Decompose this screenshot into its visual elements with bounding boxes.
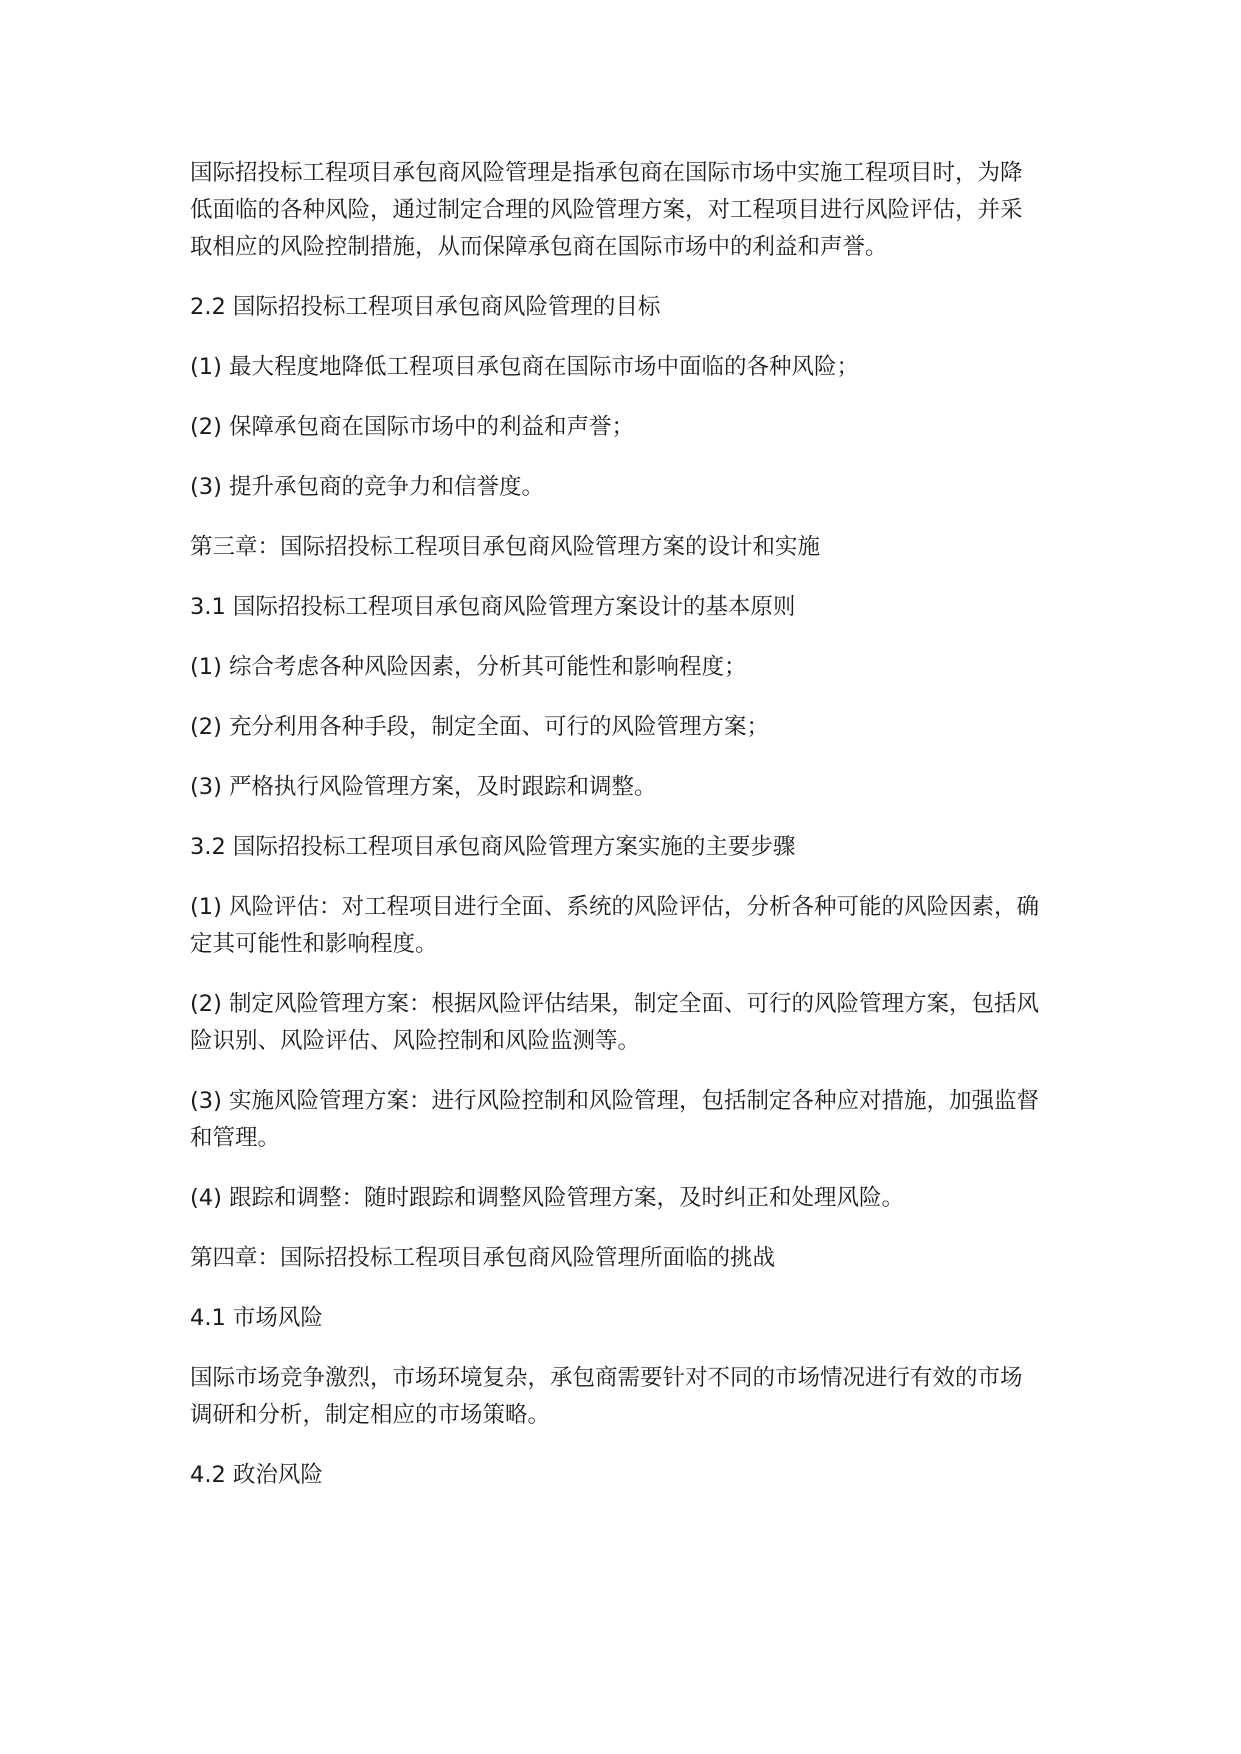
chapter-heading	[190, 1240, 1070, 1277]
text-line: (3) 提升承包商的竞争力和信誉度。	[190, 474, 545, 500]
list-item	[190, 409, 1070, 446]
document-body	[190, 155, 1070, 1517]
text-line: (1) 最大程度地降低工程项目承包商在国际市场中面临的各种风险；	[190, 354, 860, 380]
text-line: 国际招投标工程项目承包商风险管理是指承包商在国际市场中实施工程项目时，为降	[190, 160, 1023, 186]
text-line: 定其可能性和影响程度。	[190, 931, 438, 957]
text-line: 2.2 国际招投标工程项目承包商风险管理的目标	[190, 294, 661, 320]
list-item	[190, 469, 1070, 506]
section-heading	[190, 289, 1070, 326]
text-line: (2) 制定风险管理方案：根据风险评估结果，制定全面、可行的风险管理方案，包括风	[190, 991, 1040, 1017]
text-line: 险识别、风险评估、风险控制和风险监测等。	[190, 1028, 641, 1054]
list-item	[190, 709, 1070, 746]
section-heading	[190, 589, 1070, 626]
text-line: (3) 严格执行风险管理方案，及时跟踪和调整。	[190, 774, 657, 800]
text-line: (2) 保障承包商在国际市场中的利益和声誉；	[190, 414, 635, 440]
list-item	[190, 649, 1070, 686]
chapter-heading	[190, 529, 1070, 566]
text-line: 第三章：国际招投标工程项目承包商风险管理方案的设计和实施	[190, 534, 821, 560]
text-line: (2) 充分利用各种手段，制定全面、可行的风险管理方案；	[190, 714, 770, 740]
list-item	[190, 1083, 1070, 1157]
section-heading	[190, 829, 1070, 866]
list-item	[190, 349, 1070, 386]
list-item	[190, 986, 1070, 1060]
text-line: 3.1 国际招投标工程项目承包商风险管理方案设计的基本原则	[190, 594, 796, 620]
text-line: 低面临的各种风险，通过制定合理的风险管理方案，对工程项目进行风险评估，并采	[190, 197, 1023, 223]
text-line: 取相应的风险控制措施，从而保障承包商在国际市场中的利益和声誉。	[190, 234, 888, 260]
text-line: 3.2 国际招投标工程项目承包商风险管理方案实施的主要步骤	[190, 834, 796, 860]
list-item	[190, 769, 1070, 806]
text-line: 第四章：国际招投标工程项目承包商风险管理所面临的挑战	[190, 1245, 776, 1271]
text-line: 国际市场竞争激烈，市场环境复杂，承包商需要针对不同的市场情况进行有效的市场	[190, 1365, 1023, 1391]
text-line: (1) 风险评估：对工程项目进行全面、系统的风险评估，分析各种可能的风险因素，确	[190, 894, 1040, 920]
text-line: 和管理。	[190, 1125, 281, 1151]
list-item	[190, 1180, 1070, 1217]
section-heading	[190, 1300, 1070, 1337]
text-line: (1) 综合考虑各种风险因素，分析其可能性和影响程度；	[190, 654, 747, 680]
body-paragraph	[190, 1360, 1070, 1434]
text-line: (3) 实施风险管理方案：进行风险控制和风险管理，包括制定各种应对措施，加强监督	[190, 1088, 1040, 1114]
text-line: 调研和分析，制定相应的市场策略。	[190, 1402, 551, 1428]
section-heading	[190, 1457, 1070, 1494]
text-line: (4) 跟踪和调整：随时跟踪和调整风险管理方案，及时纠正和处理风险。	[190, 1185, 905, 1211]
text-line: 4.1 市场风险	[190, 1305, 323, 1331]
list-item	[190, 889, 1070, 963]
text-line: 4.2 政治风险	[190, 1462, 323, 1488]
body-paragraph	[190, 155, 1070, 266]
